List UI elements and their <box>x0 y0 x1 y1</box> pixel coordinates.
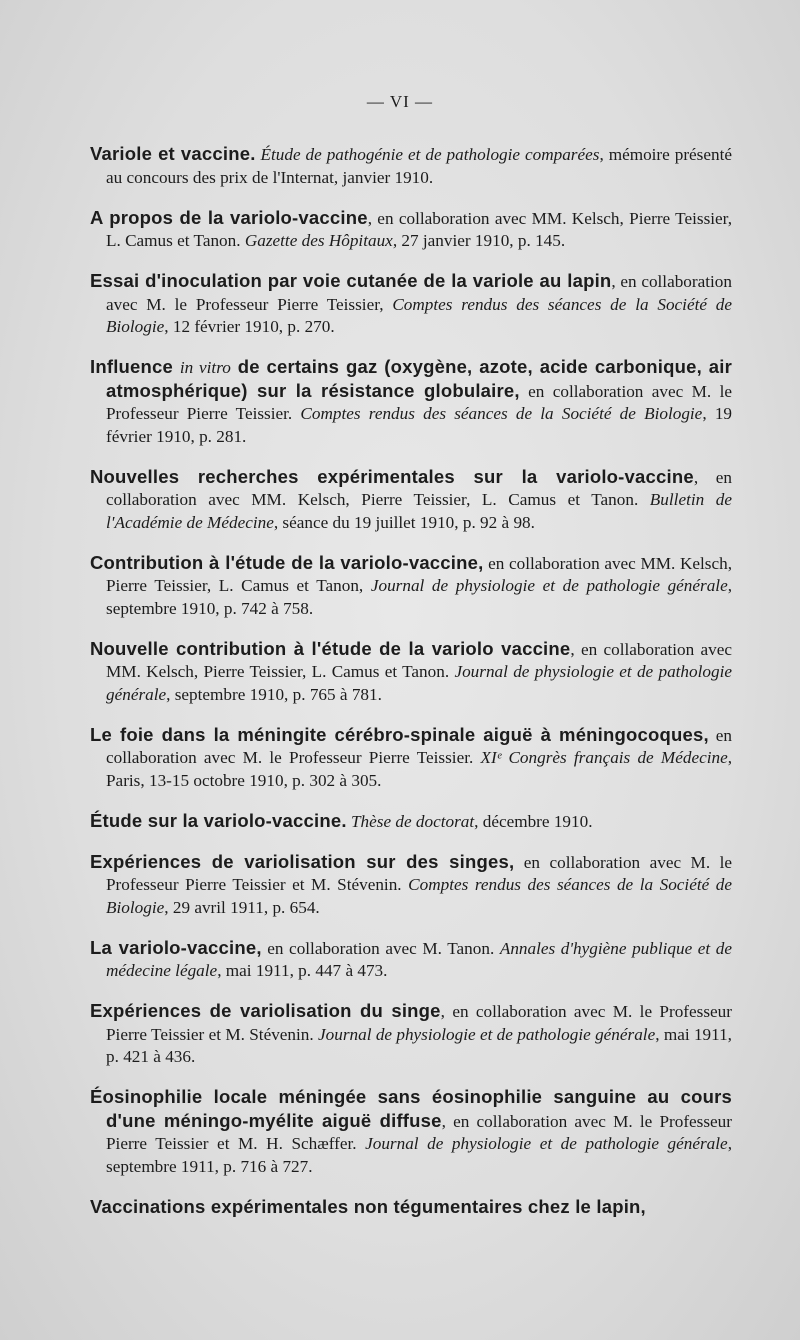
entry-text <box>231 356 238 377</box>
entry-citation-italic: in vitro <box>179 358 231 378</box>
bibliography-entry <box>90 552 732 621</box>
entry-title: Nouvelle contribution à l'étude de la variolo vaccine <box>90 637 571 659</box>
bibliography-entry <box>90 207 732 253</box>
entry-text: , décembre 1910. <box>474 811 593 831</box>
entry-text: , en collaboration avec M. le Professeur Pierre Teissier et M. Stévenin. <box>106 1002 732 1044</box>
entry-text: , en collaboration avec M. le Professeur Pierre Teissier et M. H. Schæffer. <box>106 1111 733 1154</box>
entry-text: , en collaboration avec MM. Kelsch, Pierre Teissier, L. Camus et Tanon. <box>106 467 732 510</box>
entry-title: Vaccinations expérimentales non tégumentaires chez le lapin, <box>90 1195 646 1217</box>
entry-title: Influence <box>90 356 180 378</box>
entry-text: , Paris, 13-15 octobre 1910, p. 302 à 305. <box>106 748 732 790</box>
entry-citation-italic: Journal de physiologie et de pathologie générale <box>318 1024 656 1044</box>
entry-title: Expériences de variolisation du singe <box>90 1000 441 1022</box>
entry-text: en collaboration avec M. le Professeur Pierre Teissier. <box>106 381 732 424</box>
entry-title: Expériences de variolisation sur des singes, <box>90 850 515 872</box>
entry-text: , 29 avril 1911, p. 654. <box>164 897 320 917</box>
bibliography-entry <box>90 810 732 834</box>
entry-citation-italic: Journal de physiologie et de pathologie générale <box>106 662 732 704</box>
entry-title: Éosinophilie locale méningée sans éosinophilie sanguine au cours d'une méningo-myélite aiguë diffuse <box>90 1086 732 1131</box>
entry-text: de certains gaz (oxygène, azote, acide carbonique, air atmosphérique) sur la résistance globulaire, <box>106 356 732 401</box>
entry-title: Étude sur la variolo-vaccine. <box>90 809 347 831</box>
entry-title: Le foie dans la méningite cérébro-spinale aiguë à méningocoques, <box>90 723 709 745</box>
entry-text: , séance du 19 juillet 1910, p. 92 à 98. <box>273 512 535 532</box>
entry-citation-italic: Comptes rendus des séances de la Société de Biologie <box>106 294 732 337</box>
entry-citation-italic: XIᵉ Congrès français de Médecine <box>480 748 728 768</box>
bibliography-list <box>90 126 732 1237</box>
bibliography-entry <box>90 1086 732 1178</box>
bibliography-entry <box>90 638 732 707</box>
bibliography-entry <box>90 1000 732 1069</box>
entry-citation-italic: Comptes rendus des séances de la Société de Biologie <box>106 875 732 917</box>
entry-citation-italic: Bulletin de l'Académie de Médecine <box>106 490 732 532</box>
entry-citation-italic: Journal de physiologie et de pathologie générale <box>365 1134 728 1154</box>
entry-title: La variolo-vaccine, <box>90 936 262 958</box>
entry-text: en collaboration avec M. Tanon. <box>261 938 500 958</box>
bibliography-entry <box>90 1196 732 1220</box>
bibliography-entry <box>90 851 732 920</box>
entry-text: , mémoire présenté au concours des prix de l'Internat, janvier 1910. <box>106 145 732 187</box>
entry-text: , 19 février 1910, p. 281. <box>106 404 733 446</box>
entry-citation-italic: Annales d'hygiène publique et de médecine légale <box>106 938 733 981</box>
entry-text: , en collaboration avec MM. Kelsch, Pierre Teissier, L. Camus et Tanon. <box>106 639 732 682</box>
entry-text: , mai 1911, p. 447 à 473. <box>217 961 388 981</box>
entry-title: Variole et vaccine. <box>90 143 256 165</box>
bibliography-entry <box>90 143 732 189</box>
entry-text: en collaboration avec MM. Kelsch, Pierre Teissier, L. Camus et Tanon, <box>106 553 732 596</box>
entry-text: , mai 1911, p. 421 à 436. <box>106 1024 732 1067</box>
bibliography-entry <box>90 937 732 983</box>
entry-text: , 12 février 1910, p. 270. <box>164 317 335 337</box>
entry-text: , septembre 1910, p. 765 à 781. <box>166 684 382 704</box>
entry-citation-italic: Gazette des Hôpitaux <box>244 231 393 251</box>
entry-title: Nouvelles recherches expérimentales sur la variolo-vaccine <box>90 465 694 487</box>
entry-title: Contribution à l'étude de la variolo-vaccine, <box>90 551 484 573</box>
entry-citation-italic: Journal de physiologie et de pathologie générale <box>370 576 728 596</box>
entry-citation-italic: Comptes rendus des séances de la Société de Biologie <box>300 404 703 424</box>
entry-text: , septembre 1910, p. 742 à 758. <box>106 576 732 618</box>
page-number: — VI — <box>366 92 434 111</box>
entry-text: , septembre 1911, p. 716 à 727. <box>106 1134 732 1176</box>
entry-text: en collaboration avec M. le Professeur Pierre Teissier. <box>106 725 732 768</box>
entry-text: , en collaboration avec M. le Professeur Pierre Teissier, <box>106 272 732 314</box>
entry-title: Essai d'inoculation par voie cutanée de la variole au lapin <box>90 270 612 292</box>
bibliography-entry <box>90 356 732 448</box>
entry-citation-italic: Étude de pathogénie et de pathologie comparées <box>260 145 600 165</box>
bibliography-entry <box>90 466 732 535</box>
entry-text: , en collaboration avec MM. Kelsch, Pierre Teissier, L. Camus et Tanon. <box>106 208 732 251</box>
entry-text: , 27 janvier 1910, p. 145. <box>392 231 566 251</box>
entry-citation-italic: Thèse de doctorat <box>350 811 475 831</box>
bibliography-entry <box>90 270 732 339</box>
entry-text: en collaboration avec M. le Professeur Pierre Teissier et M. Stévenin. <box>106 852 732 895</box>
entry-title: A propos de la variolo-vaccine <box>90 206 368 228</box>
bibliography-entry <box>90 724 732 793</box>
